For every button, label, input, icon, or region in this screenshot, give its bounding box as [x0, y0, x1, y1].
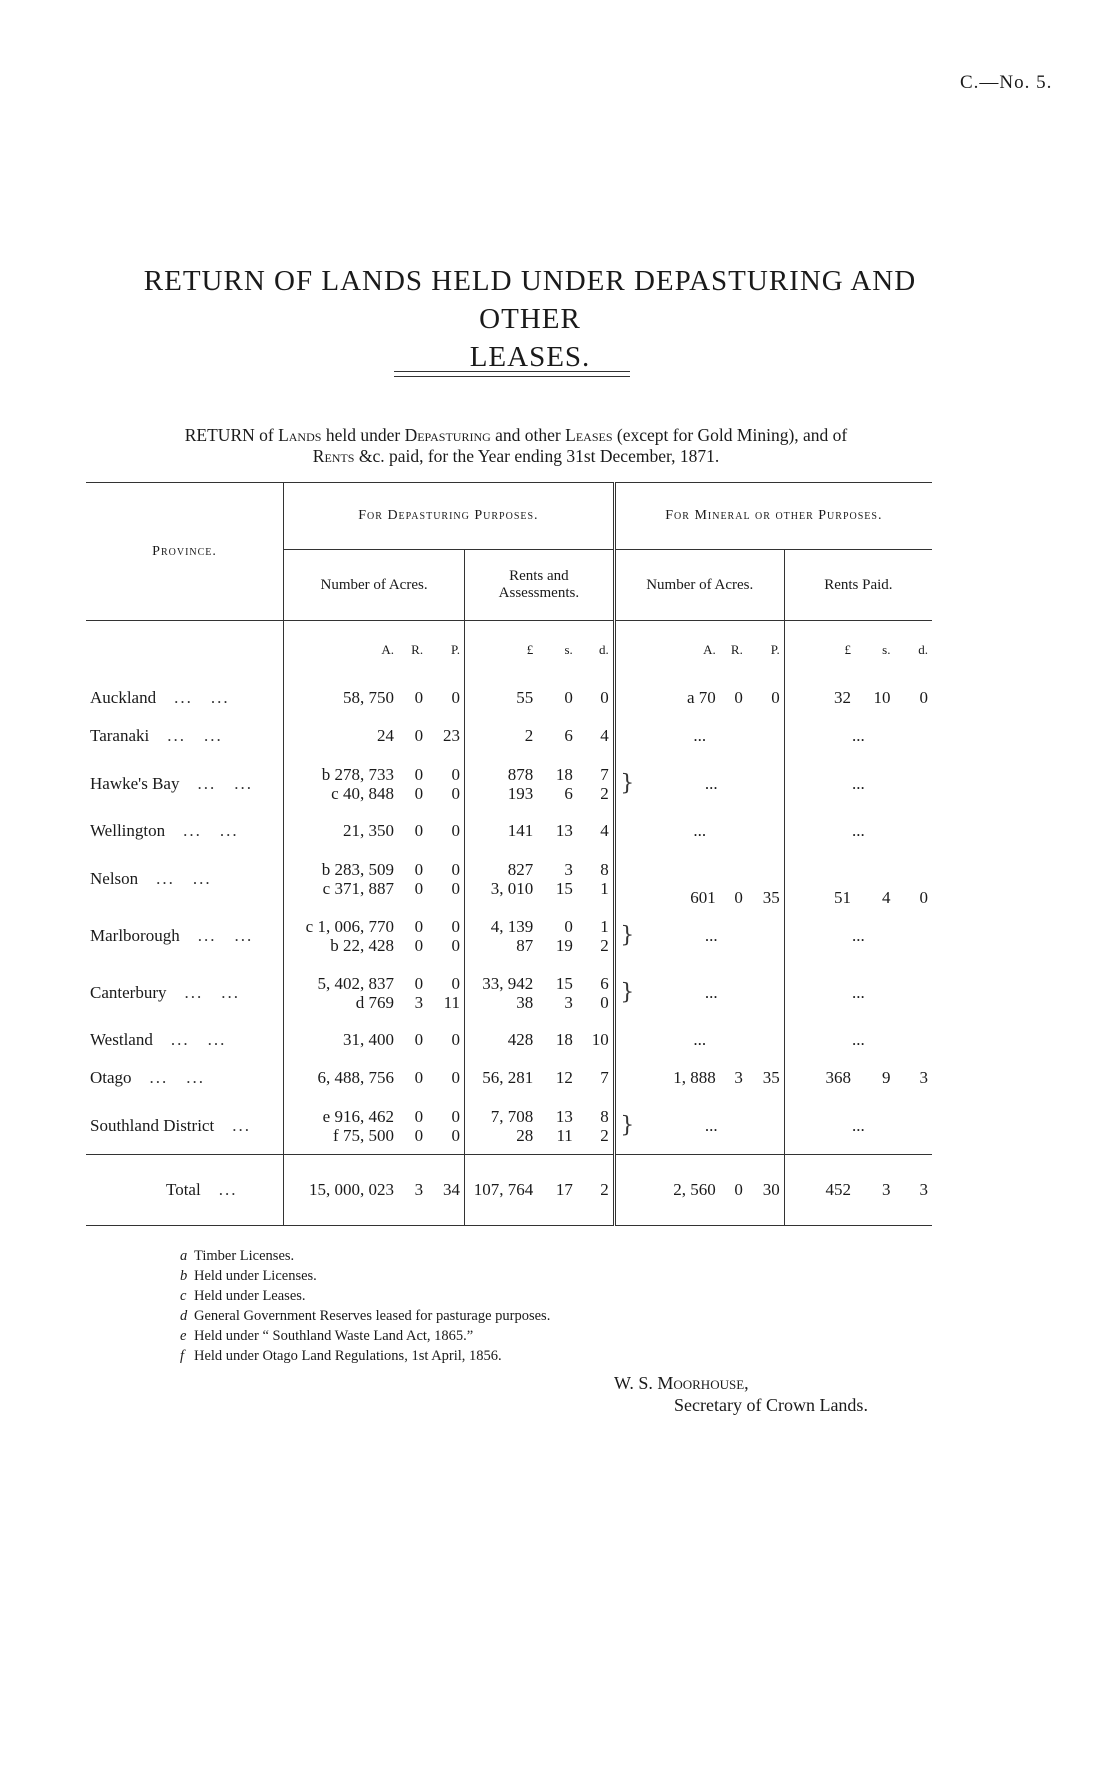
table-row: Westland ... ... 31, 400 0 0 428 18 10 ... ... [86, 1021, 932, 1059]
intro-caption [86, 425, 946, 467]
brace-icon: } [620, 980, 635, 1005]
title-divider-bottom [394, 376, 630, 377]
brace-icon: } [620, 771, 635, 796]
total-row: Total ... 15, 000, 023 3 34 107, 764 17 2 2, 560 0 30 452 3 3 [86, 1155, 932, 1226]
signature-block [614, 1372, 868, 1416]
acres-header: Number of Acres. [284, 550, 465, 621]
unit-pounds-paid: £ [844, 642, 851, 657]
rents-header: Rents and Assessments. [465, 550, 615, 621]
table-row: Southland District ... e 916, 462 f 75, 500 0 0 0 0 7, 708 28 13 11 8 2 } ... ... [86, 1097, 932, 1155]
unit-pence: d. [577, 621, 614, 680]
province-name: Southland District ... [86, 1097, 284, 1155]
province-name: Taranaki ... ... [86, 717, 284, 755]
intro-line-1: RETURN of Lands held under Depasturing and other Leases (except for Gold Mining), and of [184, 425, 848, 445]
unit-pounds: £ [526, 642, 534, 657]
title-line-2: LEASES. [469, 341, 591, 373]
unit-pence-paid: d. [918, 642, 928, 657]
unit-shillings: s. [564, 642, 573, 657]
return-table [86, 482, 932, 1226]
table-row: Auckland ... ... 58, 750 0 0 55 0 0 a 70 0 0 32 10 0 [86, 679, 932, 717]
unit-perches-mineral: P. [747, 621, 784, 680]
intro-line-2: Rents &c. paid, for the Year ending 31st December, 1871. [312, 446, 720, 466]
province-name: Otago ... ... [86, 1059, 284, 1097]
table-row: Marlborough ... ... c 1, 006, 770 b 22, 428 0 0 0 0 4, 139 87 0 19 1 2 } ... ... [86, 907, 932, 964]
footnote: c Held under Leases. [180, 1288, 306, 1304]
signatory-title: Secretary of Crown Lands. [674, 1395, 868, 1415]
depasturing-group-header: For Depasturing Purposes. [284, 483, 615, 550]
province-header: Province. [86, 483, 284, 621]
footnote: f Held under Otago Land Regulations, 1st April, 1856. [180, 1348, 502, 1364]
unit-roods: R. [411, 642, 424, 657]
table-row: Wellington ... ... 21, 350 0 0 141 13 4 ... ... [86, 812, 932, 850]
mineral-group-header: For Mineral or other Purposes. [614, 483, 932, 550]
rents-paid-header: Rents Paid. [784, 550, 932, 621]
province-name: Wellington ... ... [86, 812, 284, 850]
footnotes [180, 1246, 550, 1366]
brace-icon: } [620, 923, 635, 948]
unit-perches: P. [427, 621, 464, 680]
document-reference: C.—No. 5. [960, 72, 1053, 93]
footnote: e Held under “ Southland Waste Land Act, 1865.” [180, 1328, 474, 1344]
page-title [90, 262, 970, 376]
unit-shillings-paid: s. [882, 642, 891, 657]
unit-acres-mineral: A. [703, 642, 716, 657]
unit-acres: A. [381, 642, 394, 657]
province-name: Marlborough ... ... [86, 907, 284, 964]
province-name: Auckland ... ... [86, 679, 284, 717]
province-name: Canterbury ... ... [86, 964, 284, 1021]
footnote: a Timber Licenses. [180, 1248, 295, 1264]
title-divider-top [394, 371, 630, 372]
table-row: Taranaki ... ... 24 0 23 2 6 4 ... ... [86, 717, 932, 755]
unit-roods-mineral: R. [730, 642, 743, 657]
signatory-name: W. S. Moorhouse, [614, 1373, 749, 1393]
province-name: Hawke's Bay ... ... [86, 755, 284, 812]
title-line-1: RETURN OF LANDS HELD UNDER DEPASTURING AND OTHER [143, 265, 917, 335]
mineral-acres-header: Number of Acres. [614, 550, 784, 621]
brace-icon: } [620, 1113, 635, 1138]
province-name: Westland ... ... [86, 1021, 284, 1059]
table-row: Canterbury ... ... 5, 402, 837 d 769 0 3 0 11 33, 942 38 15 3 6 0 } ... ... [86, 964, 932, 1021]
province-name: Nelson ... ... [86, 850, 284, 907]
table-row: Nelson ... ... b 283, 509 c 371, 887 0 0 0 0 827 3, 010 3 15 8 1 601 0 35 51 4 0 [86, 850, 932, 907]
table-row: Hawke's Bay ... ... b 278, 733 c 40, 848 0 0 0 0 878 193 18 6 7 2 } ... ... [86, 755, 932, 812]
footnote: b Held under Licenses. [180, 1268, 317, 1284]
footnote: d General Government Reserves leased for pasturage purposes. [180, 1308, 551, 1324]
total-label: Total ... [86, 1155, 284, 1226]
table-row: Otago ... ... 6, 488, 756 0 0 56, 281 12 7 1, 888 3 35 368 9 3 [86, 1059, 932, 1097]
